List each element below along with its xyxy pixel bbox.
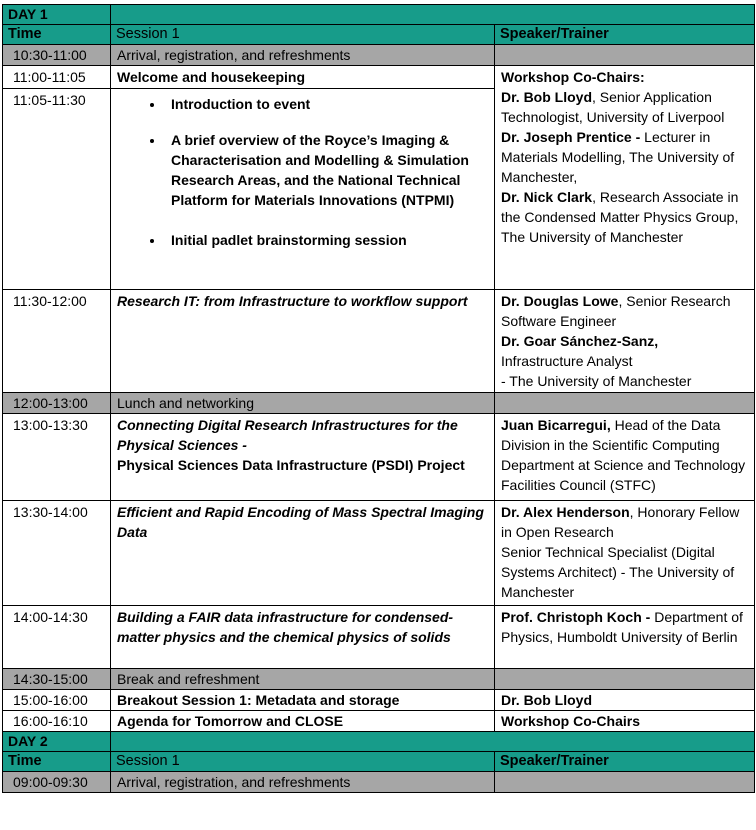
- breakout-row: [3, 690, 755, 711]
- cochairs-cell: [495, 66, 755, 290]
- day2-arrival-row: [3, 772, 755, 793]
- session-cell: [111, 414, 495, 501]
- list-item: • Introduction to event: [165, 94, 488, 114]
- time-cell: 11:00-11:05: [3, 66, 111, 89]
- speaker-name: Juan Bicarregui,: [501, 417, 611, 433]
- speaker-role: , Research Associate in the Condensed Matter Physics Group, The University of Manchester: [501, 189, 739, 245]
- speaker-role: , Senior Application Technologist, University of Liverpool: [501, 89, 725, 125]
- session-subtitle: Physical Sciences Data Infrastructure (PSDI) Project: [117, 457, 465, 473]
- session-cell: Breakout Session 1: Metadata and storage: [111, 690, 495, 711]
- time-cell: 12:00-13:00: [3, 393, 111, 414]
- time-cell: 14:30-15:00: [3, 669, 111, 690]
- time-cell: 11:30-12:00: [3, 290, 111, 393]
- speaker-name: Dr. Goar Sánchez-Sanz,: [501, 333, 659, 349]
- speaker-cell: [495, 606, 755, 669]
- time-cell: 16:00-16:10: [3, 711, 111, 732]
- day2-label-row: [3, 732, 755, 752]
- cochairs-heading: Workshop Co-Chairs:: [501, 69, 645, 85]
- speaker-role: Head of the Data Division in the Scientific Computing Department at Science and Technology Facilities Council (STFC): [501, 417, 746, 493]
- time-header: Time: [3, 752, 111, 772]
- time-cell: 13:30-14:00: [3, 501, 111, 606]
- lunch-row: [3, 393, 755, 414]
- break-row: [3, 669, 755, 690]
- session-cell: Break and refreshment: [111, 669, 495, 690]
- session-cell: [111, 89, 495, 290]
- speaker-cell: Dr. Bob Lloyd: [495, 690, 755, 711]
- agenda-table: [2, 4, 755, 793]
- session-cell: Efficient and Rapid Encoding of Mass Spectral Imaging Data: [111, 501, 495, 606]
- day1-header-row: [3, 25, 755, 45]
- speaker-role: Infrastructure Analyst: [501, 353, 633, 369]
- day2-label: DAY 2: [3, 732, 111, 752]
- intro-bullet-list: [117, 94, 488, 250]
- speaker-org: - The University of Manchester: [501, 373, 692, 389]
- speaker-role: , Honorary Fellow in Open Research: [501, 504, 740, 540]
- session-title: Connecting Digital Research Infrastructures for the Physical Sciences -: [117, 417, 458, 453]
- time-cell: 14:00-14:30: [3, 606, 111, 669]
- arrival-row: [3, 45, 755, 66]
- mass-spectral-row: [3, 501, 755, 606]
- list-item: • Initial padlet brainstorming session: [165, 230, 488, 250]
- speaker-header: Speaker/Trainer: [495, 25, 755, 45]
- speaker-cell: Workshop Co-Chairs: [495, 711, 755, 732]
- fair-row: [3, 606, 755, 669]
- speaker-cell: [495, 501, 755, 606]
- welcome-row: [3, 66, 755, 89]
- speaker-name: Dr. Bob Lloyd: [501, 89, 592, 105]
- day1-label-row: [3, 5, 755, 25]
- time-cell: 09:00-09:30: [3, 772, 111, 793]
- speaker-role: Lecturer in Materials Modelling, The University of Manchester,: [501, 129, 735, 185]
- time-header: Time: [3, 25, 111, 45]
- session-header: Session 1: [111, 752, 495, 772]
- list-item: • A brief overview of the Royce’s Imaging & Characterisation and Modelling & Simulation Research Areas, and the National Technical Platform for Materials Innovations (NTPMI): [165, 130, 488, 210]
- session-cell: Agenda for Tomorrow and CLOSE: [111, 711, 495, 732]
- session-cell: Welcome and housekeeping: [111, 66, 495, 89]
- day1-label: DAY 1: [3, 5, 111, 25]
- psdi-row: [3, 414, 755, 501]
- speaker-role: Senior Technical Specialist (Digital Systems Architect) - The University of Manchester: [501, 544, 735, 600]
- speaker-cell: [495, 414, 755, 501]
- speaker-name: Prof. Christoph Koch -: [501, 609, 651, 625]
- speaker-name: Dr. Nick Clark: [501, 189, 593, 205]
- session-cell: Arrival, registration, and refreshments: [111, 772, 495, 793]
- close-row: [3, 711, 755, 732]
- speaker-role: , Senior Research Software Engineer: [501, 293, 731, 329]
- session-cell: Lunch and networking: [111, 393, 495, 414]
- session-cell: Research IT: from Infrastructure to workflow support: [111, 290, 495, 393]
- time-cell: 13:00-13:30: [3, 414, 111, 501]
- time-cell: 15:00-16:00: [3, 690, 111, 711]
- time-cell: 10:30-11:00: [3, 45, 111, 66]
- day2-header-row: [3, 752, 755, 772]
- speaker-header: Speaker/Trainer: [495, 752, 755, 772]
- session-cell: Building a FAIR data infrastructure for condensed-matter physics and the chemical physics of solids: [111, 606, 495, 669]
- speaker-name: Dr. Alex Henderson: [501, 504, 630, 520]
- research-it-row: [3, 290, 755, 393]
- time-cell: 11:05-11:30: [3, 89, 111, 290]
- session-header: Session 1: [111, 25, 495, 45]
- session-cell: Arrival, registration, and refreshments: [111, 45, 495, 66]
- speaker-role: Department of Physics, Humboldt University of Berlin: [501, 609, 743, 645]
- speaker-name: Dr. Joseph Prentice -: [501, 129, 641, 145]
- speaker-name: Dr. Douglas Lowe: [501, 293, 619, 309]
- speaker-cell: [495, 290, 755, 393]
